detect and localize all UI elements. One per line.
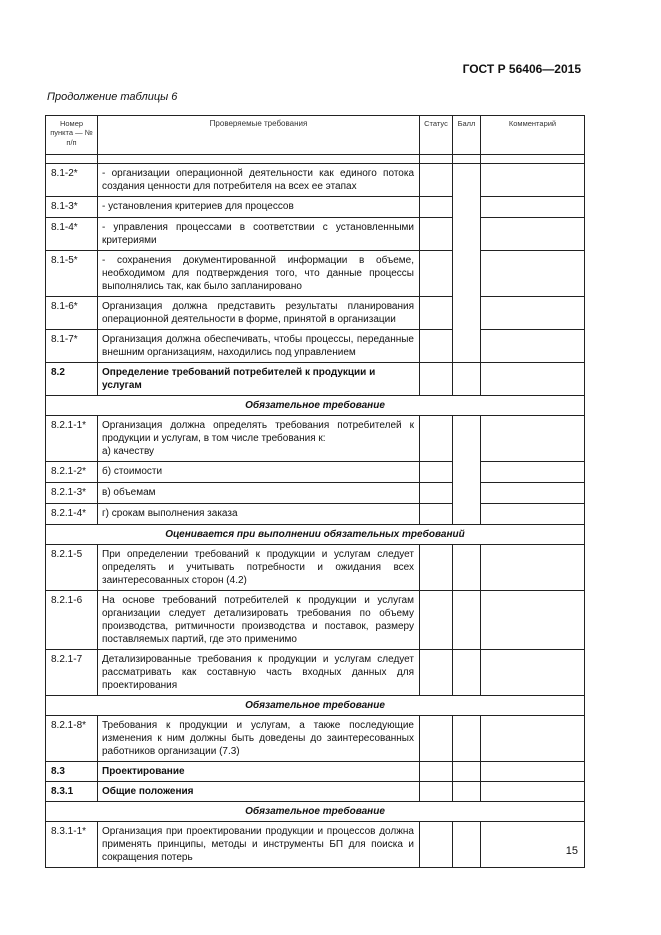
status-cell[interactable] bbox=[420, 545, 453, 591]
row-number: 8.1-5* bbox=[46, 251, 98, 297]
row-number: 8.1-3* bbox=[46, 197, 98, 218]
row-number: 8.2.1-4* bbox=[46, 504, 98, 525]
row-requirement: г) срокам выполнения заказа bbox=[98, 504, 420, 525]
table-continuation-caption: Продолжение таблицы 6 bbox=[47, 91, 178, 103]
comment-cell[interactable] bbox=[481, 164, 585, 197]
comment-cell[interactable] bbox=[481, 416, 585, 462]
row-requirement: - сохранения документированной информации в объеме, необходимом для подтверждения того, что данные процессы выполнялись так, как было запланировано bbox=[98, 251, 420, 297]
requirement-type-row bbox=[46, 525, 585, 545]
comment-cell[interactable] bbox=[481, 197, 585, 218]
comment-cell[interactable] bbox=[481, 462, 585, 483]
row-requirement: б) стоимости bbox=[98, 462, 420, 483]
table-row bbox=[46, 218, 585, 251]
section-number: 8.3.1 bbox=[46, 782, 98, 802]
row-number: 8.1-4* bbox=[46, 218, 98, 251]
score-cell[interactable] bbox=[453, 591, 481, 650]
score-cell[interactable] bbox=[453, 164, 481, 363]
row-number: 8.3.1-1* bbox=[46, 822, 98, 868]
row-requirement: Организация должна обеспечивать, чтобы процессы, переданные внешним организациям, находились под управлением bbox=[98, 330, 420, 363]
status-cell[interactable] bbox=[420, 297, 453, 330]
section-number: 8.3 bbox=[46, 762, 98, 782]
row-requirement: Требования к продукции и услугам, а также последующие изменения к ним должны быть доведены до заинтересованных работников организации (7.3) bbox=[98, 716, 420, 762]
requirement-type-row bbox=[46, 696, 585, 716]
section-row bbox=[46, 782, 585, 802]
table-row bbox=[46, 822, 585, 868]
row-requirement: в) объемам bbox=[98, 483, 420, 504]
score-cell[interactable] bbox=[453, 822, 481, 868]
status-cell[interactable] bbox=[420, 416, 453, 462]
requirements-table bbox=[45, 115, 585, 868]
row-requirement-text: Организация должна определять требования потребителей к продукции и услугам, в том числе требования к: bbox=[102, 420, 414, 444]
row-number: 8.2.1-3* bbox=[46, 483, 98, 504]
row-number: 8.2.1-6 bbox=[46, 591, 98, 650]
comment-cell[interactable] bbox=[481, 716, 585, 762]
column-header-comment: Комментарий bbox=[481, 116, 585, 155]
requirement-type-row bbox=[46, 802, 585, 822]
comment-cell[interactable] bbox=[481, 591, 585, 650]
status-cell[interactable] bbox=[420, 822, 453, 868]
comment-cell[interactable] bbox=[481, 297, 585, 330]
table-row bbox=[46, 330, 585, 363]
table-header-row bbox=[46, 116, 585, 155]
table-row bbox=[46, 504, 585, 525]
section-title: Общие положения bbox=[98, 782, 420, 802]
section-title: Определение требований потребителей к продукции и услугам bbox=[98, 363, 420, 396]
comment-cell[interactable] bbox=[481, 504, 585, 525]
row-number: 8.2.1-8* bbox=[46, 716, 98, 762]
status-cell[interactable] bbox=[420, 716, 453, 762]
status-cell[interactable] bbox=[420, 197, 453, 218]
table-row bbox=[46, 545, 585, 591]
row-requirement: Организация должна представить результаты планирования операционной деятельности в форме, принятой в организации bbox=[98, 297, 420, 330]
status-cell[interactable] bbox=[420, 218, 453, 251]
row-number: 8.2.1-5 bbox=[46, 545, 98, 591]
row-number: 8.2.1-7 bbox=[46, 650, 98, 696]
requirement-type-row bbox=[46, 396, 585, 416]
score-cell[interactable] bbox=[453, 416, 481, 525]
status-cell[interactable] bbox=[420, 330, 453, 363]
comment-cell[interactable] bbox=[481, 251, 585, 297]
score-cell[interactable] bbox=[453, 545, 481, 591]
score-cell[interactable] bbox=[453, 650, 481, 696]
table-row bbox=[46, 164, 585, 197]
comment-cell[interactable] bbox=[481, 330, 585, 363]
status-cell[interactable] bbox=[420, 504, 453, 525]
table-row bbox=[46, 462, 585, 483]
table-row bbox=[46, 416, 585, 462]
column-header-status: Статус bbox=[420, 116, 453, 155]
requirement-type-label: Обязательное требование bbox=[46, 696, 585, 716]
standard-designation: ГОСТ Р 56406—2015 bbox=[462, 62, 581, 76]
row-number: 8.1-7* bbox=[46, 330, 98, 363]
row-requirement: - установления критериев для процессов bbox=[98, 197, 420, 218]
row-number: 8.1-6* bbox=[46, 297, 98, 330]
row-requirement: - управления процессами в соответствии с установленными критериями bbox=[98, 218, 420, 251]
table-row bbox=[46, 650, 585, 696]
table-row bbox=[46, 197, 585, 218]
row-number: 8.1-2* bbox=[46, 164, 98, 197]
table-row bbox=[46, 483, 585, 504]
row-requirement bbox=[98, 416, 420, 462]
status-cell[interactable] bbox=[420, 483, 453, 504]
row-number: 8.2.1-1* bbox=[46, 416, 98, 462]
requirement-type-label: Обязательное требование bbox=[46, 802, 585, 822]
row-requirement-subitem: а) качеству bbox=[102, 446, 155, 457]
status-cell[interactable] bbox=[420, 251, 453, 297]
table-row bbox=[46, 251, 585, 297]
section-number: 8.2 bbox=[46, 363, 98, 396]
requirement-type-label: Обязательное требование bbox=[46, 396, 585, 416]
header-separator bbox=[46, 155, 585, 164]
page-number: 15 bbox=[565, 845, 578, 857]
status-cell[interactable] bbox=[420, 164, 453, 197]
row-requirement: При определении требований к продукции и услугам следует определять и учитывать потребности и ожидания всех заинтересованных сторон (4.2) bbox=[98, 545, 420, 591]
column-header-requirements: Проверяемые требования bbox=[98, 116, 420, 155]
table-row bbox=[46, 716, 585, 762]
comment-cell[interactable] bbox=[481, 483, 585, 504]
comment-cell[interactable] bbox=[481, 650, 585, 696]
requirement-type-label: Оценивается при выполнении обязательных требований bbox=[46, 525, 585, 545]
column-header-number: Номер пункта — № п/п bbox=[46, 116, 98, 155]
comment-cell[interactable] bbox=[481, 218, 585, 251]
section-row bbox=[46, 762, 585, 782]
row-requirement: Детализированные требования к продукции и услугам следует рассматривать как составную часть входных данных для проектирования bbox=[98, 650, 420, 696]
status-cell[interactable] bbox=[420, 462, 453, 483]
status-cell[interactable] bbox=[420, 650, 453, 696]
row-number: 8.2.1-2* bbox=[46, 462, 98, 483]
section-row bbox=[46, 363, 585, 396]
row-requirement: На основе требований потребителей к продукции и услугам организации следует детализировать требования по объему производства, ритмичности производства и поставок, размеру поставляемых партий, где это применимо bbox=[98, 591, 420, 650]
table-row bbox=[46, 591, 585, 650]
table-row bbox=[46, 297, 585, 330]
row-requirement: Организация при проектировании продукции и процессов должна применять принципы, методы и инструменты БП для поиска и сокращения потерь bbox=[98, 822, 420, 868]
section-title: Проектирование bbox=[98, 762, 420, 782]
score-cell[interactable] bbox=[453, 716, 481, 762]
status-cell[interactable] bbox=[420, 591, 453, 650]
comment-cell[interactable] bbox=[481, 545, 585, 591]
column-header-score: Балл bbox=[453, 116, 481, 155]
row-requirement: - организации операционной деятельности как единого потока создания ценности для потребителя на всех ее этапах bbox=[98, 164, 420, 197]
